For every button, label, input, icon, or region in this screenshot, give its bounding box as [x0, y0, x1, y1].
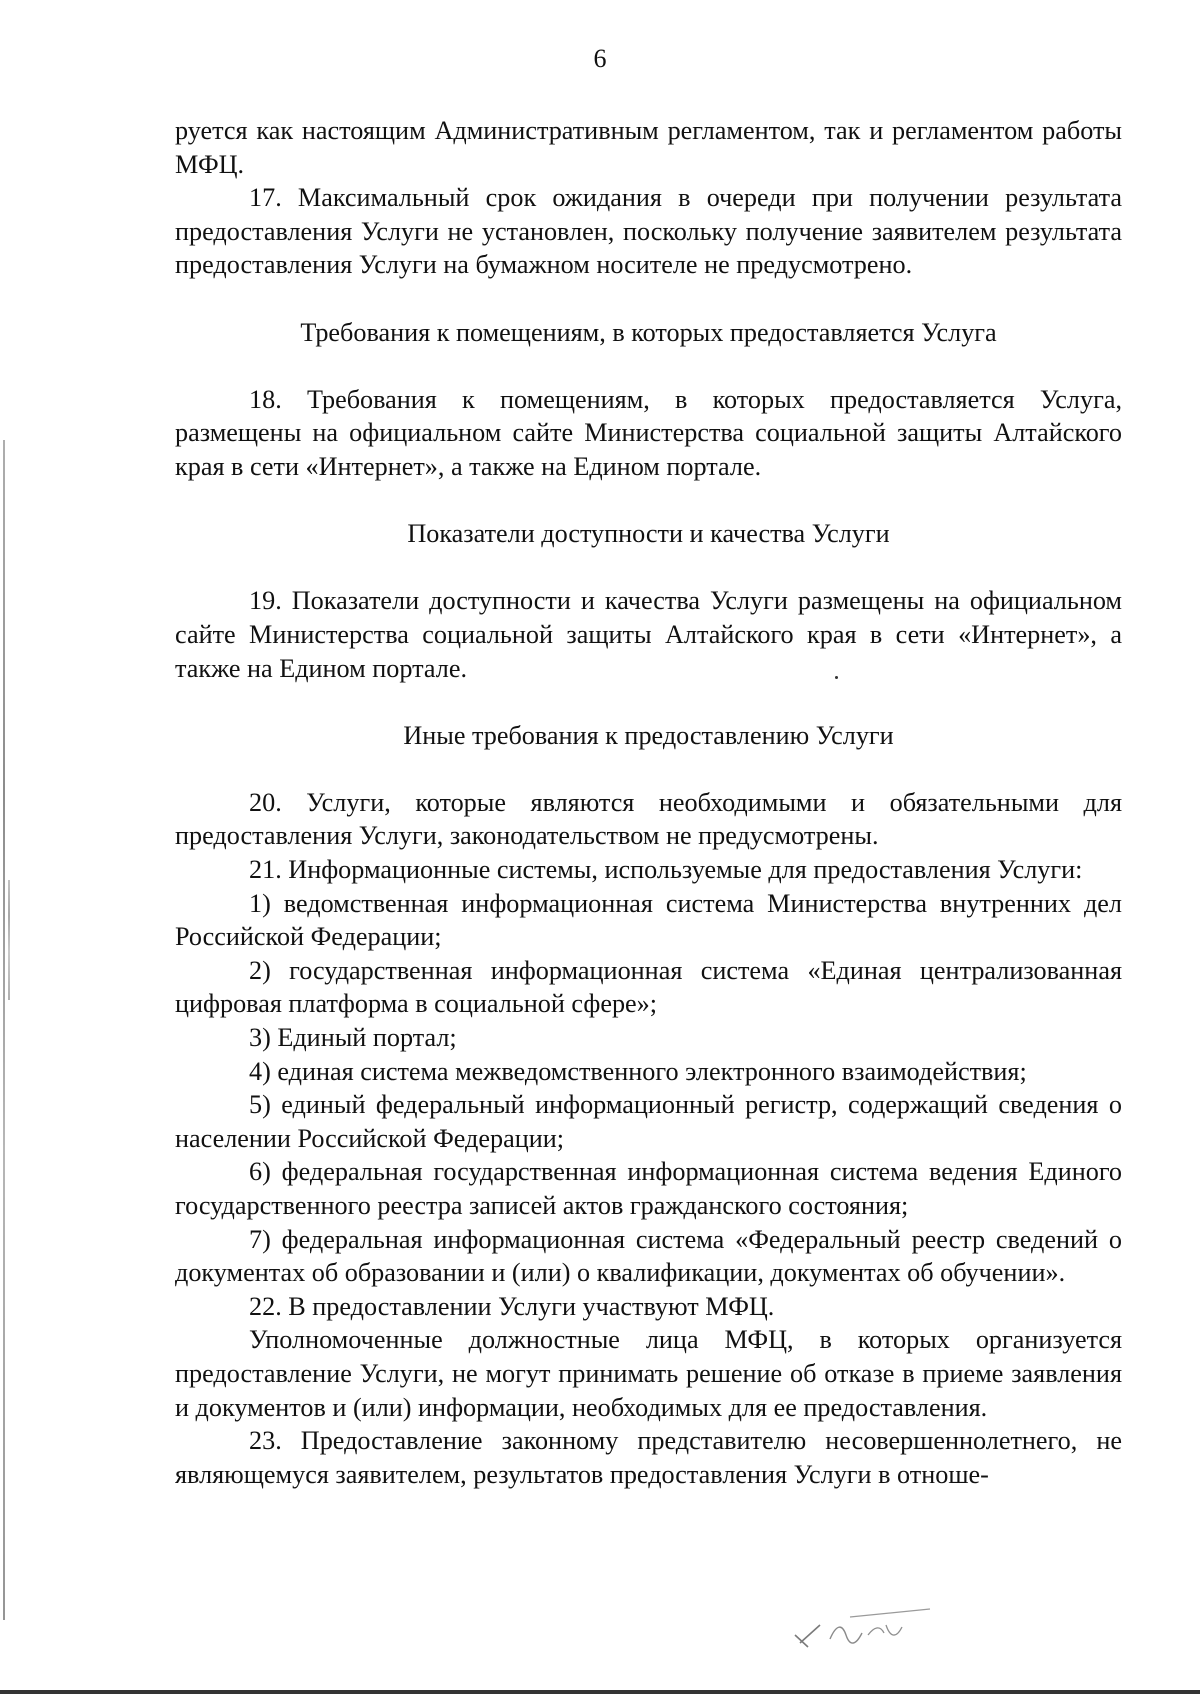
page-number: 6 — [593, 44, 607, 73]
page-bottom-edge — [0, 1690, 1200, 1694]
paragraph: Уполномоченные должностные лица МФЦ, в которых организуется предоставление Услуги, не могут принимать решение об отказе в приеме заявления и документов и (или) информации, необходимых для ее предоставления. — [175, 1325, 1122, 1422]
paragraph: 3) Единый портал; — [249, 1023, 457, 1053]
paragraph: 4) единая система межведомственного электронного взаимодействия; — [249, 1056, 1027, 1086]
paragraph: 1) ведомственная информационная система Министерства внутренних дел Российской Федерации; — [175, 888, 1122, 952]
paragraph: 20. Услуги, которые являются необходимыми и обязательными для предоставления Услуги, законодательством не предусмотрены. — [175, 787, 1122, 851]
handwritten-initials — [790, 1595, 940, 1655]
paragraph: 17. Максимальный срок ожидания в очереди при получении результата предоставления Услуги не установлен, поскольку получение заявителем результата предоставления Услуги на бумажном носителе не предусмотрено. — [175, 183, 1122, 280]
paragraph: руется как настоящим Административным регламентом, так и регламентом работы МФЦ. — [175, 116, 1122, 179]
section-heading: Иные требования к предоставлению Услуги — [403, 720, 894, 750]
paragraph: 2) государственная информационная система «Единая централизованная цифровая платформа в социальной сфере»; — [175, 955, 1122, 1019]
document-body — [175, 114, 1122, 1491]
paragraph: 22. В предоставлении Услуги участвуют МФЦ. — [249, 1291, 775, 1321]
paragraph: 5) единый федеральный информационный регистр, содержащий сведения о населении Российской Федерации; — [175, 1090, 1122, 1153]
paragraph: 6) федеральная государственная информационная система ведения Единого государственного реестра записей актов гражданского состояния; — [175, 1157, 1122, 1220]
section-heading: Требования к помещениям, в которых предоставляется Услуга — [300, 317, 997, 347]
paragraph: 21. Информационные системы, используемые для предоставления Услуги: — [249, 855, 1083, 885]
scan-edge-line — [8, 880, 10, 1000]
scan-edge-line — [3, 440, 5, 1620]
paragraph: 19. Показатели доступности и качества Услуги размещены на официальном сайте Министерства социальной защиты Алтайского края в сети «Интернет», а также на Едином портале. — [175, 586, 1122, 683]
paragraph: 23. Предоставление законному представителю несовершеннолетнего, не являющемуся заявителем, результатов предоставления Услуги в отноше- — [175, 1426, 1122, 1489]
paragraph: 7) федеральная информационная система «Федеральный реестр сведений о документах об образовании и (или) о квалификации, документах об обучении». — [175, 1224, 1122, 1288]
paragraph: 18. Требования к помещениям, в которых предоставляется Услуга, размещены на официальном сайте Министерства социальной защиты Алтайского края в сети «Интернет», а также на Едином портале. — [175, 384, 1122, 481]
scan-speck — [835, 676, 838, 679]
section-heading: Показатели доступности и качества Услуги — [407, 519, 890, 549]
